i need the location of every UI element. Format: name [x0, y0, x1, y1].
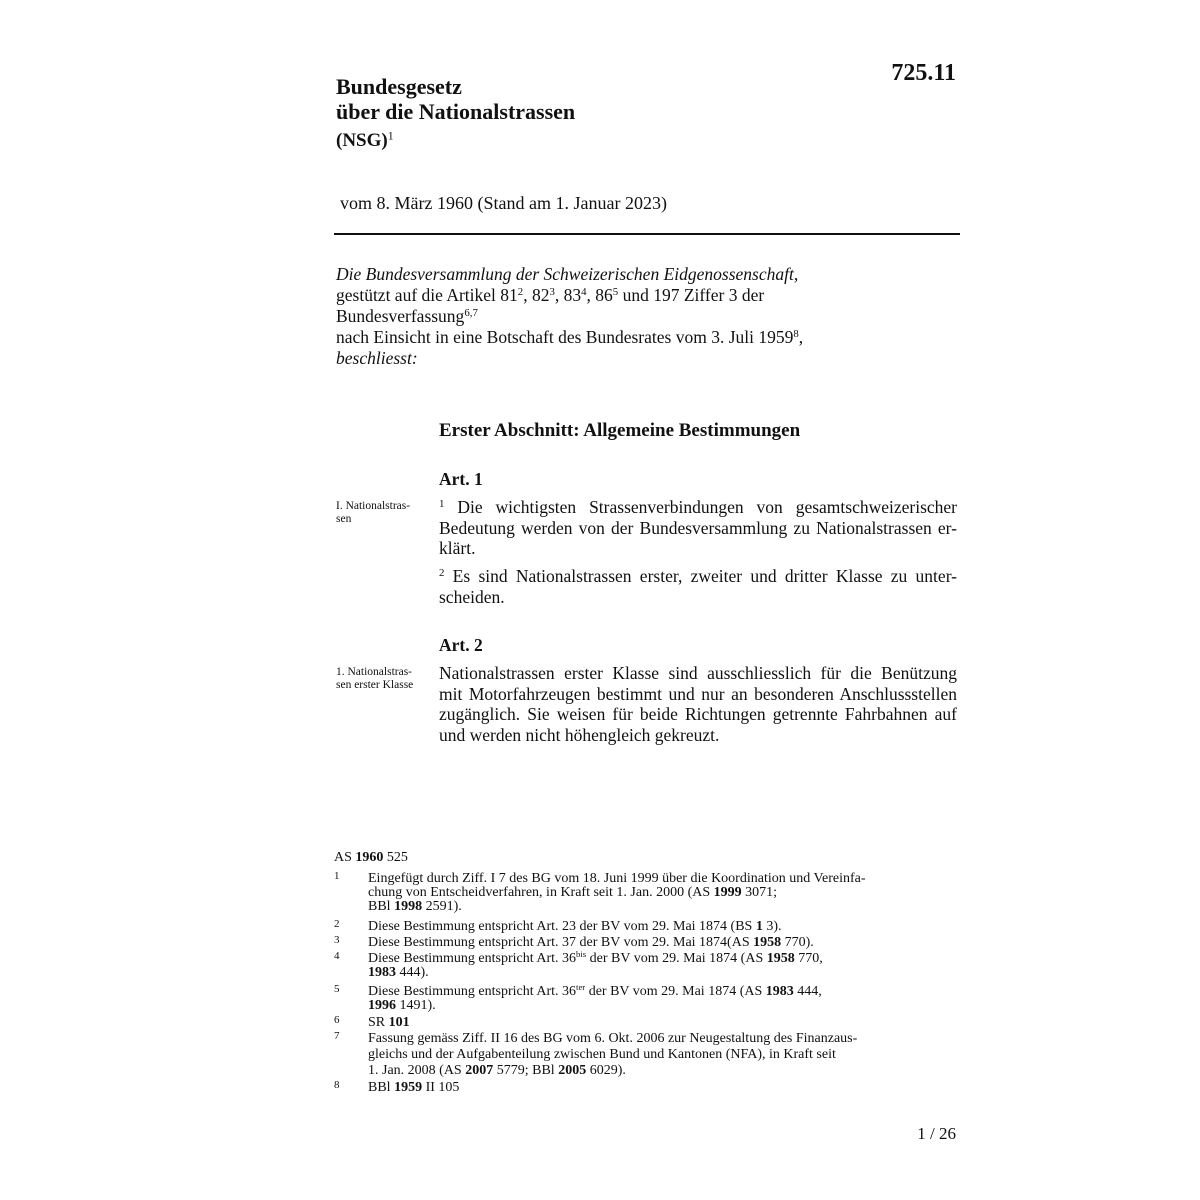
article-2-marginal-note	[336, 666, 428, 691]
footnote-number: 4	[334, 950, 340, 962]
paragraph-line: Nationalstrassen erster Klasse sind ausschliesslich für die Benützung	[439, 663, 957, 683]
article-2-paragraph	[439, 663, 957, 745]
article-1-title: Art. 1	[439, 469, 483, 489]
footnote-number: 5	[334, 983, 340, 995]
footnote-text: Diese Bestimmung entspricht Art. 37 der BV vom 29. Mai 1874(AS 1958 770).	[368, 935, 814, 950]
footnote-text: Eingefügt durch Ziff. I 7 des BG vom 18. Juni 1999 über die Koordination und Vereinfa-	[368, 871, 866, 886]
preamble-text: ,	[798, 327, 804, 347]
paragraph-line: klärt.	[439, 538, 476, 558]
preamble	[336, 264, 956, 369]
document-date: vom 8. März 1960 (Stand am 1. Januar 2023)	[340, 193, 667, 213]
footnote-number: 2	[334, 918, 340, 930]
preamble-text: , 82	[523, 285, 550, 305]
footnote-ref-8[interactable]: 8	[793, 328, 799, 341]
as-text: AS	[334, 850, 356, 865]
paragraph-line: zugänglich. Sie weisen für beide Richtungen getrennte Fahrbahnen auf	[439, 704, 957, 724]
paragraph-line	[439, 566, 957, 587]
marginal-line: I. Nationalstras-	[336, 500, 411, 512]
page-number: 1 / 26	[917, 1124, 956, 1143]
document-abbreviation	[336, 130, 394, 152]
document-title	[336, 74, 575, 124]
footnote-ref-1[interactable]: 1	[387, 129, 394, 143]
footnote-ref-2[interactable]: 2	[517, 286, 524, 299]
paragraph-line	[439, 497, 957, 518]
footnote-number: 6	[334, 1014, 340, 1026]
as-text: 525	[383, 850, 408, 865]
preamble-resolves: beschliesst:	[336, 348, 418, 368]
header-divider	[334, 233, 960, 235]
preamble-text: und 197 Ziffer 3 der	[618, 285, 765, 305]
marginal-line: 1. Nationalstras-	[336, 666, 413, 678]
footnote-number: 3	[334, 934, 340, 946]
preamble-text: gestützt auf die Artikel 81	[336, 285, 518, 305]
footnote-ref-3[interactable]: 3	[549, 286, 555, 299]
marginal-line: sen	[336, 512, 352, 525]
article-1-marginal-note	[336, 500, 428, 525]
footnote-ref-4[interactable]: 4	[581, 286, 587, 299]
preamble-message	[336, 327, 956, 348]
footnote-ref-6[interactable]: 6	[464, 307, 470, 320]
paragraph-text: Es sind Nationalstrassen erster, zweiter und dritter Klasse zu unter-	[444, 566, 957, 586]
title-line-1: Bundesgesetz	[336, 74, 462, 99]
marginal-line: sen erster Klasse	[336, 678, 414, 691]
footnote-ref-7[interactable]: ,7	[469, 307, 478, 320]
footnote-number: 8	[334, 1079, 340, 1091]
title-line-2: über die Nationalstrassen	[336, 99, 576, 124]
article-2-title: Art. 2	[439, 635, 483, 655]
as-year: 1960	[355, 850, 384, 865]
preamble-basis	[336, 285, 956, 306]
preamble-enacting-body: Die Bundesversammlung der Schweizerischen Eidgenossenschaft,	[336, 264, 799, 284]
section-heading: Erster Abschnitt: Allgemeine Bestimmungen	[439, 420, 801, 441]
footnote-number: 7	[334, 1030, 340, 1042]
footnote-text: SR 101	[368, 1015, 410, 1030]
footnote-text: BBl 1959 II 105	[368, 1080, 460, 1095]
paragraph-number: 1	[439, 498, 445, 511]
paragraph-text: Die wichtigsten Strassenverbindungen von gesamtschweizerischer	[444, 497, 957, 517]
sr-number: 725.11	[891, 60, 956, 86]
abbreviation-text: (NSG)	[336, 130, 388, 151]
footnote-text: chung von Entscheidverfahren, in Kraft seit 1. Jan. 2000 (AS 1999 3071;	[368, 885, 778, 900]
footnote-text: gleichs und der Aufgabenteilung zwischen Bund und Kantonen (NFA), in Kraft seit	[368, 1047, 836, 1062]
footnote-text: 1983 444).	[368, 965, 429, 980]
as-reference	[334, 850, 408, 866]
paragraph-line: Bedeutung werden von der Bundesversammlung zu Nationalstrassen er-	[439, 517, 957, 538]
footnote-text: BBl 1998 2591).	[368, 899, 462, 914]
paragraph-line: und werden nicht höhengleich gekreuzt.	[439, 724, 720, 745]
footnote-ref-5[interactable]: 5	[612, 286, 619, 299]
footnote-text: Diese Bestimmung entspricht Art. $36^{ter}$ der BV vom 29. Mai 1874 (AS 1983 444,	[368, 982, 822, 999]
paragraph-line: mit Motorfahrzeugen bestimmt und nur an besonderen Anschlussstellen	[439, 683, 957, 704]
footnote-text: Diese Bestimmung entspricht Art. 23 der BV vom 29. Mai 1874 (BS 1 3).	[368, 919, 782, 934]
footnote-text: Fassung gemäss Ziff. II 16 des BG vom 6. Okt. 2006 zur Neugestaltung des Finanzaus-	[368, 1031, 858, 1046]
preamble-text: , 86	[586, 285, 613, 305]
preamble-constitution	[336, 306, 956, 327]
preamble-text: , 83	[554, 285, 582, 305]
preamble-text: nach Einsicht in eine Botschaft des Bundesrates vom 3. Juli 1959	[336, 327, 794, 347]
footnote-text: 1. Jan. 2008 (AS 2007 5779; BBl 2005 6029).	[368, 1063, 626, 1078]
article-1-paragraph-1	[439, 497, 957, 559]
footnote-number: 1	[334, 870, 340, 882]
footnote-text: Diese Bestimmung entspricht Art. $36^{bis}$ der BV vom 29. Mai 1874 (AS 1958 770,	[368, 949, 823, 966]
footnote-text: 1996 1491).	[368, 998, 436, 1013]
paragraph-line: scheiden.	[439, 586, 505, 607]
preamble-text: Bundesverfassung	[336, 306, 465, 326]
paragraph-number: 2	[439, 567, 445, 580]
article-1-paragraph-2	[439, 566, 957, 607]
